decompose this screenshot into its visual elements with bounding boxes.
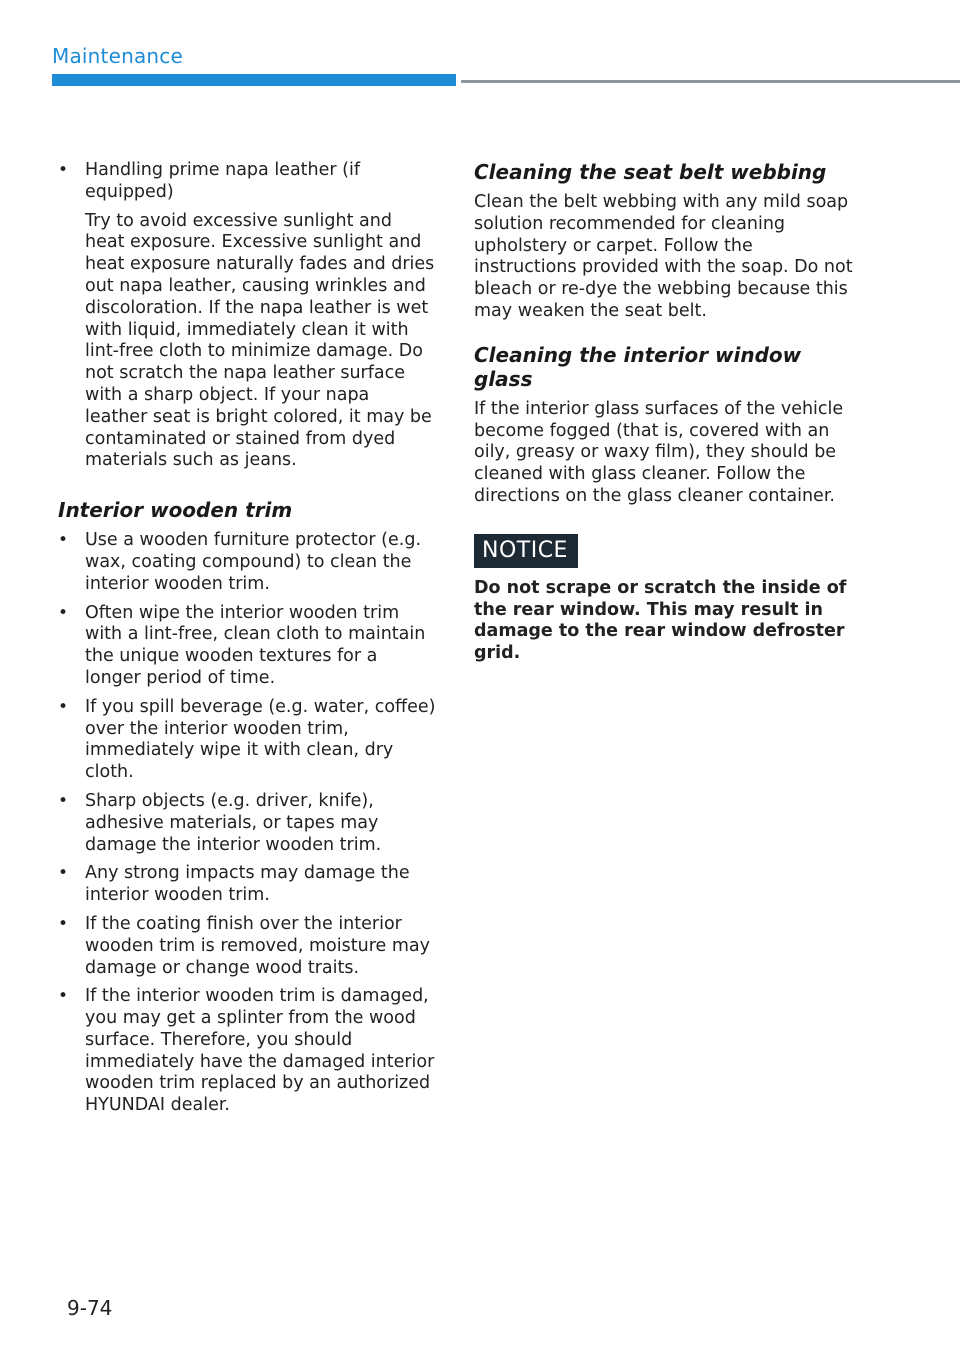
list-item: • Sharp objects (e.g. driver, knife), adhesive materials, or tapes may damage the interior wooden trim. <box>58 791 436 856</box>
notice-label: NOTICE <box>474 534 578 568</box>
napa-leather-item <box>58 160 436 204</box>
seat-belt-body: Clean the belt webbing with any mild soap solution recommended for cleaning upholstery or carpet. Follow the instructions provided with the soap. Do not bleach or re-dye the webbing because this may weaken the seat belt. <box>474 192 853 321</box>
list-item: • If you spill beverage (e.g. water, coffee) over the interior wooden trim, immediately wipe it with clean, dry cloth. <box>58 697 436 784</box>
napa-leather-title: Handling prime napa leather (if equipped) <box>85 160 361 202</box>
list-item: • If the coating finish over the interior wooden trim is removed, moisture may damage or change wood traits. <box>58 914 436 979</box>
notice-body: Do not scrape or scratch the inside of the rear window. This may result in damage to the rear window defroster grid. <box>474 577 847 664</box>
list-item: • Often wipe the interior wooden trim with a lint-free, clean cloth to maintain the unique wooden textures for a longer period of time. <box>58 603 436 690</box>
list-item: • Use a wooden furniture protector (e.g. wax, coating compound) to clean the interior wooden trim. <box>58 530 436 595</box>
wooden-trim-list <box>58 530 436 1117</box>
list-item: • If the interior wooden trim is damaged, you may get a splinter from the wood surface. Therefore, you should immediately have the damaged interior wooden trim replaced by an authorized HYUNDAI dealer. <box>58 986 436 1117</box>
napa-leather-body: Try to avoid excessive sunlight and heat exposure. Excessive sunlight and heat exposure naturally fades and dries out napa leather, causing wrinkles and discoloration. If the napa leather is wet with liquid, immediately clean it with lint-free cloth to minimize damage. Do not scratch the napa leather surface with a sharp object. If your napa leather seat is bright colored, it may be contaminated or stained from dyed materials such as jeans. <box>85 210 435 471</box>
notice-box <box>474 534 854 665</box>
right-column <box>474 160 854 665</box>
header-accent-rule <box>52 74 456 86</box>
window-glass-body: If the interior glass surfaces of the vehicle become fogged (that is, covered with an oily, greasy or waxy film), they should be cleaned with glass cleaner. Follow the directions on the glass cleaner container. <box>474 398 844 506</box>
wooden-trim-heading: Interior wooden trim <box>58 498 293 523</box>
section-title: Maintenance <box>52 44 183 68</box>
page-number: 9-74 <box>67 1296 113 1320</box>
header-divider-rule <box>461 80 960 83</box>
left-column <box>58 160 436 1124</box>
seat-belt-heading: Cleaning the seat belt webbing <box>474 160 827 184</box>
window-glass-heading: Cleaning the interior window glass <box>474 342 802 391</box>
list-item: • Any strong impacts may damage the interior wooden trim. <box>58 863 436 907</box>
